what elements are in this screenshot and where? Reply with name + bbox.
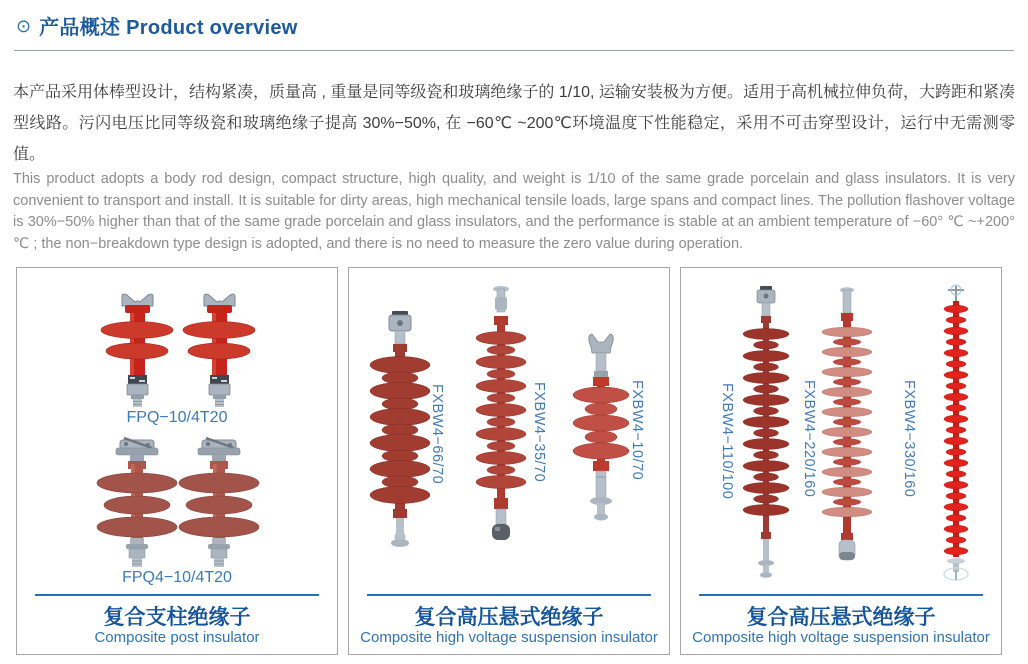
card-title-divider <box>699 594 983 596</box>
card-title-zh: 复合支柱绝缘子 <box>103 606 251 629</box>
suspension-insulator-image <box>362 309 438 559</box>
model-label: FXBW4−35/70 <box>531 382 547 483</box>
model-label: FXBW4−66/70 <box>429 384 445 485</box>
suspension-insulator-image <box>812 286 882 578</box>
product-card-suspension-insulator-1 <box>348 267 670 655</box>
product-card-post-insulator <box>16 267 338 655</box>
pin-insulator-image <box>167 289 272 407</box>
card-title-en: Composite post insulator <box>94 629 260 646</box>
intro-paragraph-zh: 本产品采用体棒型设计，结构紧凑，质量高 , 重量是同等级瓷和玻璃绝缘子的 1/10, 运输安装极为方便。适用于高机械拉伸负荷，大跨距和紧凑型线路。污闪电压比同等级瓷和玻璃绝缘子提高 30%−50%, 在 −60℃ ~200℃环境温度下性能稳定，采用不可击穿型设计，运行中无需测零值。 <box>13 84 1015 163</box>
overview-bullet-icon: ⊙ <box>16 15 32 36</box>
model-label: FXBW4−330/160 <box>901 380 917 498</box>
suspension-insulator-image <box>466 284 536 576</box>
suspension-insulator-image <box>734 284 798 580</box>
card-title-en: Composite high voltage suspension insulator <box>360 629 658 646</box>
model-label: FXBW4−110/100 <box>719 383 735 500</box>
card-title-divider <box>367 594 651 596</box>
card-title-zh: 复合高压悬式绝缘子 <box>414 606 604 629</box>
model-label: FXBW4−10/70 <box>629 380 645 481</box>
model-label: FPQ−10/4T20 <box>126 409 228 426</box>
model-label: FXBW4−220/160 <box>801 380 817 498</box>
page-header <box>16 11 298 40</box>
post-insulator-image <box>162 434 277 569</box>
model-label: FPQ4−10/4T20 <box>122 569 232 586</box>
intro-paragraph-en: This product adopts a body rod design, compact structure, high quality, and weight is 1/10 of the same grade porcelain and glass insulators. It is very convenient to transport and install. It is suitable for dirty areas, high mechanical tensile loads, large spans and compact lines. The pollution flashover voltage is 30%−50% higher than that of the same grade porcelain and glass insulators, and the performance is stable at an ambient temperature of −60° ℃ ~+200° ℃ ; the non−breakdown type design is adopted, and there is no need to measure the zero value during operation. <box>13 171 1015 252</box>
card-title-en: Composite high voltage suspension insulator <box>692 629 990 646</box>
product-card-suspension-insulator-2 <box>680 267 1002 655</box>
card-title-zh: 复合高压悬式绝缘子 <box>746 606 936 629</box>
suspension-insulator-image <box>928 283 984 583</box>
header-divider <box>14 50 1014 51</box>
card-title-divider <box>35 594 319 596</box>
page-title: 产品概述 Product overview <box>39 17 298 39</box>
